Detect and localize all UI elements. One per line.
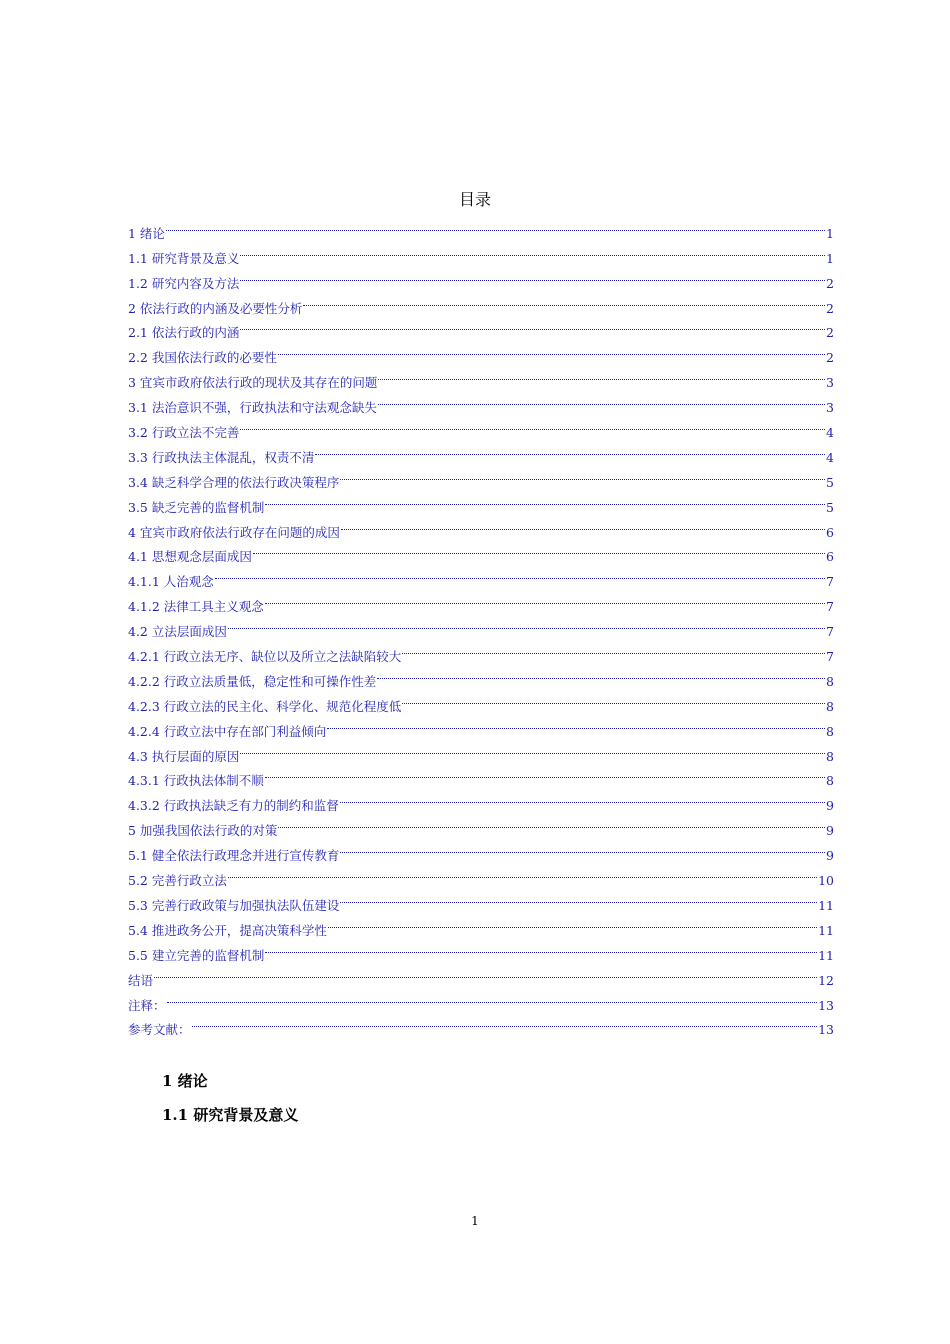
toc-entry-label: 4.1.2 法律工具主义观念	[128, 599, 264, 615]
toc-leader-dots	[153, 960, 818, 985]
toc-entry-label: 3.4 缺乏科学合理的依法行政决策程序	[128, 474, 340, 490]
toc-entry-page: 7	[826, 599, 834, 615]
toc-leader-dots	[327, 910, 818, 935]
toc-leader-dots	[239, 263, 826, 288]
toc-leader-dots	[339, 785, 826, 810]
toc-entry[interactable]	[128, 561, 834, 590]
toc-entry-label: 3.1 法治意识不强，行政执法和守法观念缺失	[128, 400, 377, 416]
toc-entry-label: 2 依法行政的内涵及必要性分析	[128, 300, 303, 316]
toc-entry-label: 3.2 行政立法不完善	[128, 425, 240, 441]
toc-entry-label: 3.5 缺乏完善的监督机制	[128, 499, 265, 515]
toc-entry-page: 9	[826, 798, 834, 814]
toc-leader-dots	[401, 636, 826, 661]
toc-entry-page: 8	[826, 673, 834, 689]
toc-leader-dots	[376, 661, 826, 686]
toc-entry-label: 5.3 完善行政政策与加强执法队伍建设	[128, 897, 340, 913]
toc-entry[interactable]	[128, 960, 834, 988]
toc-entry-label: 4.2 立法层面成因	[128, 624, 227, 640]
toc-entry-page: 2	[826, 300, 834, 316]
toc-entry-label: 4.1.1 人治观念	[128, 574, 214, 590]
toc-leader-dots	[264, 761, 826, 786]
toc-leader-dots	[264, 586, 826, 611]
section-heading-1-1: 1.1 研究背景及意义	[162, 1106, 299, 1124]
toc-leader-dots	[252, 537, 826, 562]
toc-entry[interactable]	[128, 586, 834, 615]
toc-entry-label: 5.1 健全依法行政理念并进行宣传教育	[128, 848, 340, 864]
toc-entry-label: 1 绪论	[128, 225, 165, 241]
toc-entry-label: 5.5 建立完善的监督机制	[128, 947, 265, 963]
toc-entry-page: 7	[826, 574, 834, 590]
toc-leader-dots	[339, 885, 818, 910]
toc-entry[interactable]	[128, 238, 834, 266]
toc-entry-label: 4.1 思想观念层面成因	[128, 549, 252, 565]
toc-entry-page: 8	[826, 723, 834, 739]
toc-entry-label: 4.3.1 行政执法体制不顺	[128, 773, 264, 789]
toc-leader-dots	[239, 412, 826, 437]
toc-leader-dots	[264, 487, 826, 512]
toc-entry-label: 5 加强我国依法行政的对策	[128, 823, 278, 839]
toc-entry-label: 4 宜宾市政府依法行政存在问题的成因	[128, 524, 340, 540]
toc-entry-page: 2	[826, 325, 834, 341]
toc-leader-dots	[326, 711, 826, 736]
section-heading-1: 1 绪论	[162, 1072, 208, 1090]
toc-entry-page: 10	[818, 873, 834, 889]
toc-entry-page: 13	[818, 1022, 834, 1038]
toc-entry-page: 3	[826, 375, 834, 391]
toc-entry-page: 7	[826, 649, 834, 665]
toc-entry-page: 13	[818, 997, 834, 1013]
toc-leader-dots	[227, 611, 826, 636]
toc-leader-dots	[165, 213, 826, 238]
toc-leader-dots	[339, 462, 826, 487]
toc-entry[interactable]	[128, 985, 834, 1013]
toc-entry-page: 4	[826, 425, 834, 441]
toc-entry[interactable]	[128, 611, 834, 640]
toc-entry-page: 8	[826, 698, 834, 714]
toc-leader-dots	[166, 985, 819, 1010]
table-of-contents	[128, 213, 834, 1038]
toc-leader-dots	[277, 810, 826, 835]
toc-entry-page: 1	[826, 225, 834, 241]
toc-entry-label: 5.4 推进政务公开，提高决策科学性	[128, 922, 327, 938]
toc-entry[interactable]	[128, 213, 834, 241]
toc-title: 目录	[458, 190, 491, 209]
toc-entry-page: 4	[826, 449, 834, 465]
toc-entry-label: 4.2.2 行政立法质量低，稳定性和可操作性差	[128, 673, 377, 689]
toc-leader-dots	[239, 313, 826, 338]
toc-leader-dots	[214, 561, 826, 586]
toc-leader-dots	[239, 736, 826, 761]
toc-entry-label: 5.2 完善行政立法	[128, 873, 227, 889]
toc-entry[interactable]	[128, 636, 834, 665]
toc-leader-dots	[340, 512, 826, 537]
toc-entry-label: 1.1 研究背景及意义	[128, 250, 240, 266]
toc-leader-dots	[314, 437, 826, 462]
toc-leader-dots	[339, 835, 826, 860]
toc-entry[interactable]	[128, 885, 834, 913]
toc-entry-label: 2.2 我国依法行政的必要性	[128, 350, 277, 366]
toc-entry-label: 2.1 依法行政的内涵	[128, 325, 240, 341]
page-number: 1	[471, 1214, 479, 1228]
toc-entry-label: 4.2.1 行政立法无序、缺位以及所立之法缺陷较大	[128, 649, 402, 665]
toc-leader-dots	[227, 860, 818, 885]
toc-entry-label: 3 宜宾市政府依法行政的现状及其存在的问题	[128, 375, 378, 391]
toc-entry-label: 结语	[128, 972, 154, 988]
toc-entry-page: 3	[826, 400, 834, 416]
toc-leader-dots	[377, 387, 826, 412]
toc-entry-page: 2	[826, 350, 834, 366]
toc-entry[interactable]	[128, 860, 834, 889]
toc-entry[interactable]	[128, 1010, 834, 1038]
toc-leader-dots	[239, 238, 826, 263]
toc-entry-page: 6	[826, 524, 834, 540]
toc-leader-dots	[302, 288, 826, 313]
toc-entry-page: 2	[826, 275, 834, 291]
toc-entry-page: 5	[826, 499, 834, 515]
toc-leader-dots	[191, 1010, 819, 1035]
toc-entry-label: 参考文献：	[128, 1022, 191, 1038]
toc-entry-page: 11	[818, 897, 834, 913]
toc-leader-dots	[401, 686, 826, 711]
toc-entry-page: 9	[826, 848, 834, 864]
toc-entry-page: 1	[826, 250, 834, 266]
toc-entry-page: 11	[818, 947, 834, 963]
toc-entry-label: 注释：	[128, 997, 166, 1013]
toc-entry-page: 6	[826, 549, 834, 565]
toc-entry-label: 4.3 执行层面的原因	[128, 748, 240, 764]
toc-entry-page: 7	[826, 624, 834, 640]
toc-entry-label: 4.2.4 行政立法中存在部门利益倾向	[128, 723, 327, 739]
toc-entry-page: 9	[826, 823, 834, 839]
toc-entry-page: 11	[818, 922, 834, 938]
toc-entry-label: 4.2.3 行政立法的民主化、科学化、规范化程度低	[128, 698, 402, 714]
toc-entry-label: 4.3.2 行政执法缺乏有力的制约和监督	[128, 798, 339, 814]
toc-entry-label: 1.2 研究内容及方法	[128, 275, 240, 291]
toc-entry-page: 5	[826, 474, 834, 490]
toc-leader-dots	[264, 935, 818, 960]
toc-entry-label: 3.3 行政执法主体混乱，权责不清	[128, 449, 315, 465]
toc-leader-dots	[277, 337, 826, 362]
toc-leader-dots	[377, 362, 826, 387]
toc-entry-page: 8	[826, 773, 834, 789]
toc-entry-page: 12	[818, 972, 834, 988]
toc-entry-page: 8	[826, 748, 834, 764]
